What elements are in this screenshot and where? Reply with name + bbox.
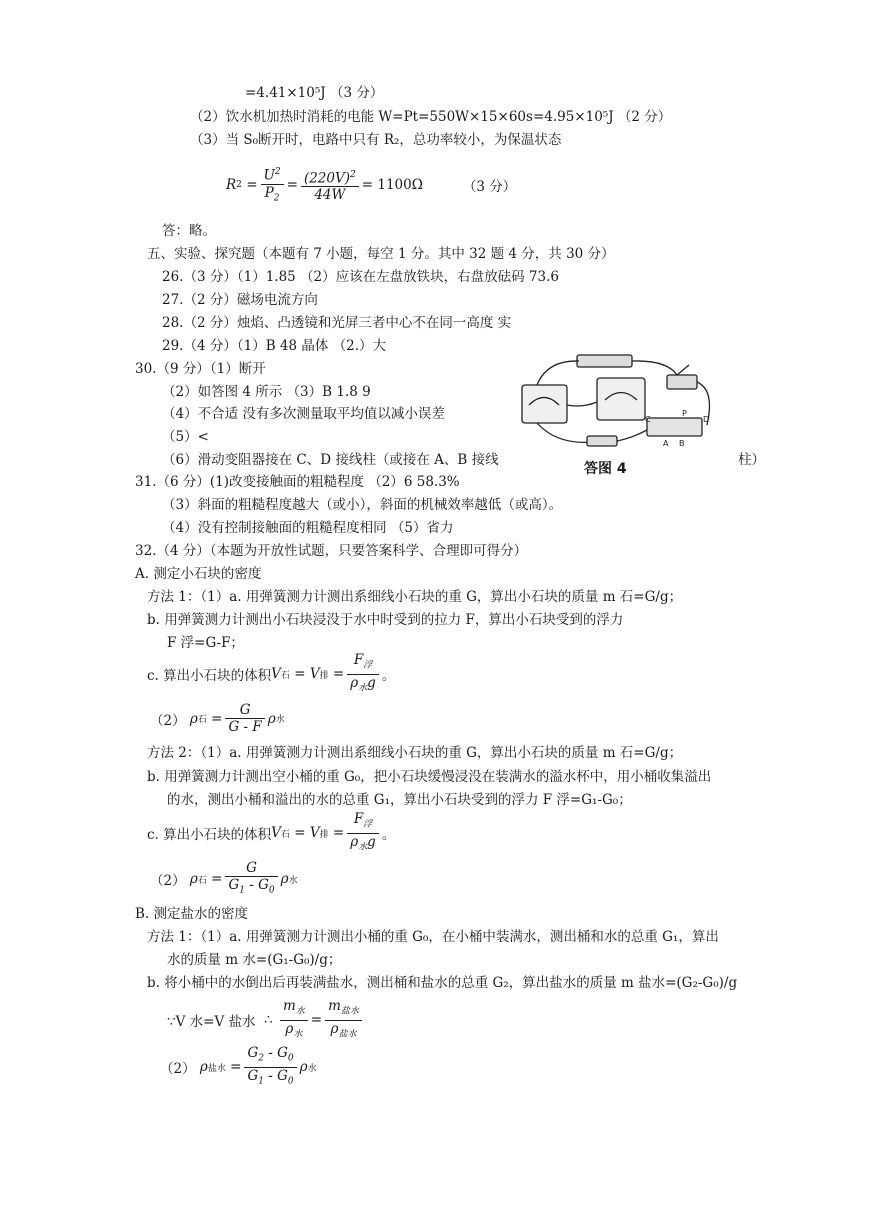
line-s0-open: （3）当 S₀断开时，电路中只有 R₂，总功率较小，为保温状态 bbox=[190, 132, 562, 148]
svg-text:C: C bbox=[645, 415, 651, 424]
a-method2-step-b: b. 用弹簧测力计测出空小桶的重 G₀，把小石块缓慢浸没在装满水的溢水杯中，用小桶收集溢出 bbox=[147, 769, 712, 785]
a-method1-buoyancy: F 浮=G-F； bbox=[167, 635, 244, 651]
q32-answer: 32.（4 分）（本题为开放性试题，只要答案科学、合理即可得分） bbox=[135, 543, 528, 559]
circuit-figure bbox=[517, 350, 717, 465]
b-method1-density-label: （2） bbox=[160, 1061, 196, 1078]
svg-text:D: D bbox=[703, 415, 710, 424]
a-method1-step-c: c. 算出小石块的体积 V 石 = V 排 = $\frac{F_浮}{\rho_水g}$ 。 bbox=[147, 652, 396, 694]
q27-answer: 27.（2 分）磁场电流方向 bbox=[162, 292, 318, 308]
q30-part4: （4）不合适 没有多次测量取平均值以减小误差 bbox=[162, 406, 445, 422]
q28-answer: 28.（2 分）烛焰、凸透镜和光屏三者中心不在同一高度 实 bbox=[162, 315, 512, 331]
b-method1-density: （2） ρ 盐水 = $\frac{G_2 - G_0}{G_1 - G_0}$ ρ 水 bbox=[160, 1045, 317, 1087]
line-answer: 答：略。 bbox=[162, 223, 216, 239]
a-method2-density-label: （2） bbox=[150, 873, 186, 890]
a-method2-step1: 方法 2：（1）a. 用弹簧测力计测出系细线小石块的重 G，算出小石块的质量 m 石=G/g； bbox=[147, 745, 683, 761]
a-method2-step-c: c. 算出小石块的体积 V 石 = V 排 = $\frac{F_浮}{\rho_水g}$ 。 bbox=[147, 811, 396, 853]
q31-part4: （4）没有控制接触面的粗糙程度相同 （5）省力 bbox=[162, 520, 454, 536]
a-method1-density: （2） ρ 石 = $\frac{G}{G - F}$ ρ 水 bbox=[150, 702, 285, 735]
q30-part2: （2）如答图 4 所示 （3）B 1.8 9 bbox=[162, 384, 371, 400]
a-method1-step-c-label: c. 算出小石块的体积 bbox=[147, 668, 272, 685]
q30-part5: （5）< bbox=[162, 429, 209, 445]
section-b-heading: B. 测定盐水的密度 bbox=[135, 906, 249, 922]
svg-text:B: B bbox=[679, 439, 685, 448]
q29-answer: 29.（4 分）（1）B 48 晶体 （2.）大 bbox=[162, 338, 387, 354]
lamp-icon bbox=[587, 436, 617, 446]
figure-caption: 答图 4 bbox=[584, 461, 627, 477]
ammeter-icon bbox=[522, 385, 567, 423]
section-a-heading: A. 测定小石块的密度 bbox=[135, 566, 262, 582]
a-method2-step-b-cont: 的水，测出小桶和溢出的水的总重 G₁，算出小石块受到的浮力 F 浮=G₁-G₀； bbox=[167, 792, 632, 808]
a-method1-step1: 方法 1：（1）a. 用弹簧测力计测出系细线小石块的重 G，算出小石块的质量 m 石=G/g； bbox=[147, 589, 683, 605]
q30-answer: 30.（9 分）（1）断开 bbox=[135, 361, 266, 377]
line-energy-result: =4.41×10⁵J （3 分） bbox=[245, 85, 384, 101]
b-volume-relation: ∵V 水=V 盐水 ∴ $\frac{m_水}{\rho_水}$ = $\frac{m_{盐水}}{\rho_{盐水}}$ bbox=[167, 998, 365, 1042]
b-method1-step1: 方法 1：（1）a. 用弹簧测力计测出小桶的重 G₀，在小桶中装满水，测出桶和水的总重 G₁，算出 bbox=[147, 929, 719, 945]
section-five-heading: 五、实验、探究题（本题有 7 小题，每空 1 分。其中 32 题 4 分，共 30 分） bbox=[147, 246, 615, 262]
rheostat-icon bbox=[647, 418, 702, 436]
q30-part6-end: 柱） bbox=[738, 452, 765, 468]
q26-answer: 26.（3 分）（1）1.85 （2）应该在左盘放铁块，右盘放砝码 73.6 bbox=[162, 269, 559, 285]
b-method1-step-b: b. 将小桶中的水倒出后再装满盐水，测出桶和盐水的总重 G₂，算出盐水的质量 m 盐水=(G₂-G₀)/g bbox=[147, 975, 738, 991]
voltmeter-icon bbox=[597, 378, 645, 420]
b-volume-relation-label: ∵V 水=V 盐水 bbox=[167, 1014, 256, 1031]
a-method2-step-c-label: c. 算出小石块的体积 bbox=[147, 827, 272, 844]
a-method1-step-b: b. 用弹簧测力计测出小石块浸没于水中时受到的拉力 F，算出小石块受到的浮力 bbox=[147, 612, 624, 628]
equation-r2-score: （3 分） bbox=[462, 179, 517, 196]
a-method1-density-label: （2） bbox=[150, 712, 186, 729]
q31-answer: 31.（6 分）(1)改变接触面的粗糙程度 （2）6 58.3% bbox=[135, 474, 460, 490]
svg-text:A: A bbox=[663, 439, 669, 448]
equation-r2: R 2 = $\frac{U^2}{P_2}$ = $\frac{(220V)^2}{44W}$ = 1100Ω （3 分） bbox=[226, 164, 516, 206]
q31-part3: （3）斜面的粗糙程度越大（或小），斜面的机械效率越低（或高）。 bbox=[162, 497, 563, 513]
svg-text:P: P bbox=[682, 409, 687, 418]
a-method2-density: （2） ρ 石 = $\frac{G}{G_1 - G_0}$ ρ 水 bbox=[150, 860, 298, 896]
switch-icon bbox=[667, 375, 697, 389]
q30-part6: （6）滑动变阻器接在 C、D 接线柱（或接在 A、B 接线 bbox=[162, 452, 499, 468]
line-electric-energy: （2）饮水机加热时消耗的电能 W=Pt=550W×15×60s=4.95×10⁵J （2 分） bbox=[190, 109, 672, 125]
b-method1-step1-cont: 水的质量 m 水=(G₁-G₀)/g； bbox=[167, 952, 342, 968]
battery-icon bbox=[577, 355, 632, 367]
